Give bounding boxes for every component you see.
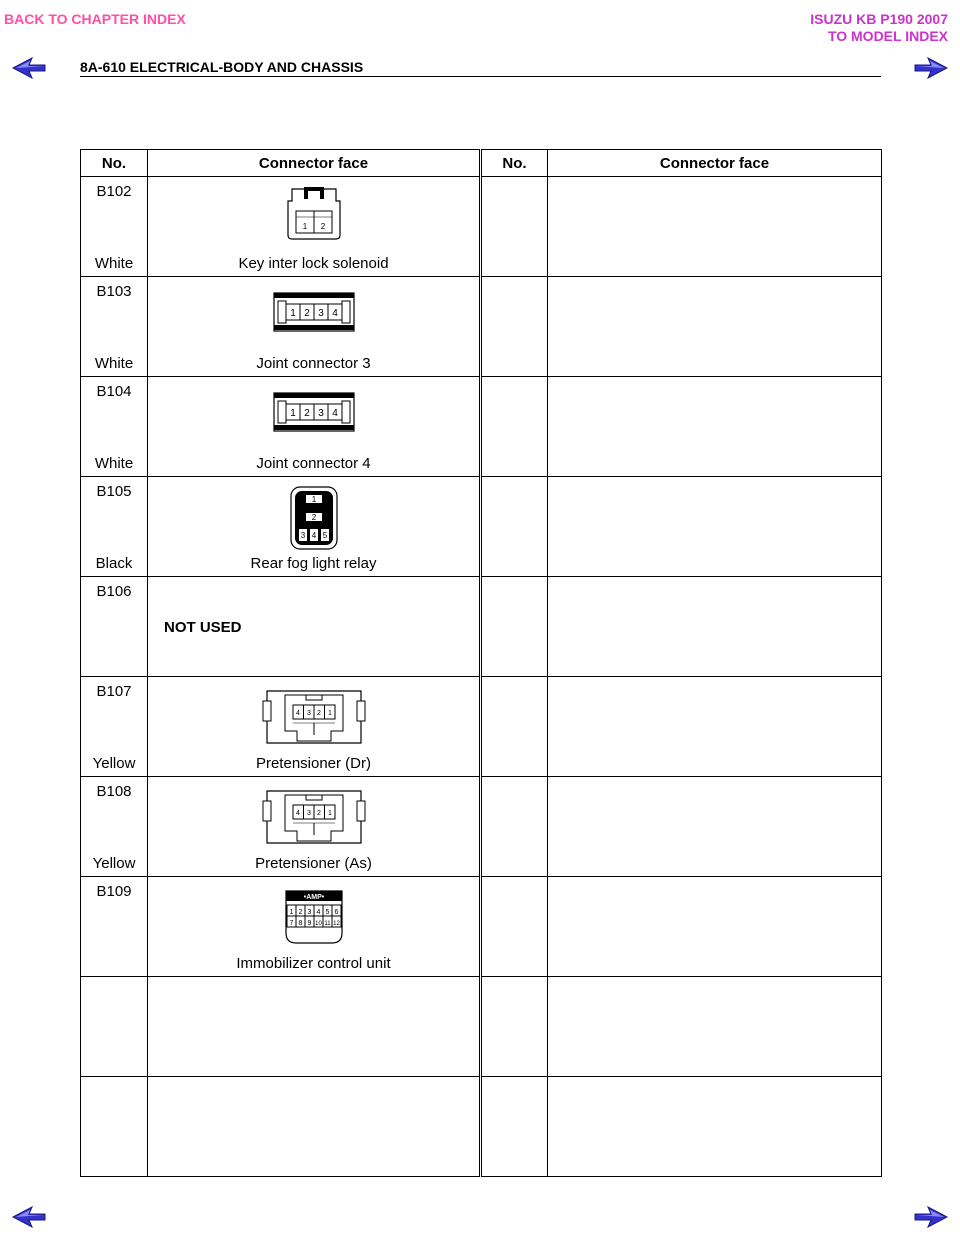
connector-id: B109 [96,883,132,900]
svg-text:•AMP•: •AMP• [303,894,324,901]
col-header-no: No. [81,150,148,177]
connector-name: Rear fog light relay [250,555,377,572]
pin-label: 2 [316,710,321,717]
pin-label: 7 [289,920,293,927]
pin-label: 11 [323,921,331,927]
connector-color: White [94,355,134,372]
table-row [81,577,882,677]
pin-label: 4 [295,710,300,717]
prev-page-arrow-icon[interactable] [12,1206,46,1228]
pin-label: 4 [295,810,300,817]
connector-name: Joint connector 4 [256,455,371,472]
pin-label: 2 [303,308,310,319]
connector-name: Immobilizer control unit [236,955,391,972]
header-divider [80,76,881,77]
pin-label: 1 [289,909,293,916]
connector-color: Yellow [92,855,136,872]
pin-label: 1 [289,408,296,419]
connector-id: B106 [96,583,132,600]
back-to-chapter-index-link[interactable]: BACK TO CHAPTER INDEX [4,11,186,27]
connector-id: B108 [96,783,132,800]
connector-name: Pretensioner (As) [255,855,372,872]
pin-label: 2 [303,408,310,419]
pin-label: 3 [317,308,324,319]
prev-page-arrow-icon[interactable] [12,57,46,79]
connector-face-b102 [148,183,479,241]
connector-id: B107 [96,683,132,700]
col-header-face: Connector face [148,150,481,177]
connector-name: Pretensioner (Dr) [255,755,372,772]
table-row [81,977,882,1077]
table-row [81,677,882,777]
pin-label: 3 [306,810,311,817]
table-row [81,777,882,877]
connector-id: B104 [96,383,132,400]
model-title: ISUZU KB P190 2007 [810,11,948,27]
pin-label: 5 [325,909,329,916]
connector-face-b109 [148,885,479,947]
pin-label: 2 [311,513,316,522]
not-used-label: NOT USED [164,619,242,636]
pin-label: 10 [314,921,322,927]
connector-id: B105 [96,483,132,500]
connector-table [80,149,882,1177]
pin-label: 12 [332,921,340,927]
pin-label: 1 [327,810,332,817]
pin-label: 3 [306,710,311,717]
connector-name: Key inter lock solenoid [238,255,389,272]
pin-label: 3 [300,531,305,540]
connector-id: B102 [96,183,132,200]
pin-label: 1 [289,308,296,319]
pin-label: 4 [331,308,338,319]
table-row [81,277,882,377]
pin-label: 4 [331,408,338,419]
connector-face-b105 [148,485,479,551]
connector-color: Black [95,555,133,572]
next-page-arrow-icon[interactable] [914,57,948,79]
pin-label: 3 [317,408,324,419]
pin-label: 2 [316,810,321,817]
pin-label: 1 [327,710,332,717]
pin-label: 8 [298,920,302,927]
amp-brand-label: AMP [305,894,322,901]
col-header-no-right: No. [481,150,548,177]
pin-label: 4 [311,531,316,540]
connector-id: B103 [96,283,132,300]
table-header-row [81,150,882,177]
pin-label: 2 [298,909,302,916]
pin-label: 4 [316,909,320,916]
connector-name: Joint connector 3 [256,355,371,372]
pin-label: 3 [307,909,311,916]
connector-color: Yellow [92,755,136,772]
table-row [81,1077,882,1177]
pin-label: 9 [307,920,311,927]
to-model-index-label: TO MODEL INDEX [827,28,948,44]
connector-face-b107 [148,687,479,747]
pin-label: 6 [334,909,338,916]
table-row [81,177,882,277]
table-row [81,877,882,977]
table-row [81,377,882,477]
connector-face-b104 [148,391,479,435]
connector-face-b108 [148,787,479,847]
pin-label: 1 [311,495,316,504]
connector-color: White [94,455,134,472]
pin-label: 5 [322,531,327,540]
model-index-link[interactable] [810,11,948,45]
next-page-arrow-icon[interactable] [914,1206,948,1228]
table-row [81,477,882,577]
pin-label: 2 [320,222,325,231]
connector-color: White [94,255,134,272]
pin-label: 1 [302,222,307,231]
col-header-face-right: Connector face [548,150,882,177]
connector-face-b103 [148,291,479,335]
page-title: 8A-610 ELECTRICAL-BODY AND CHASSIS [80,59,364,75]
